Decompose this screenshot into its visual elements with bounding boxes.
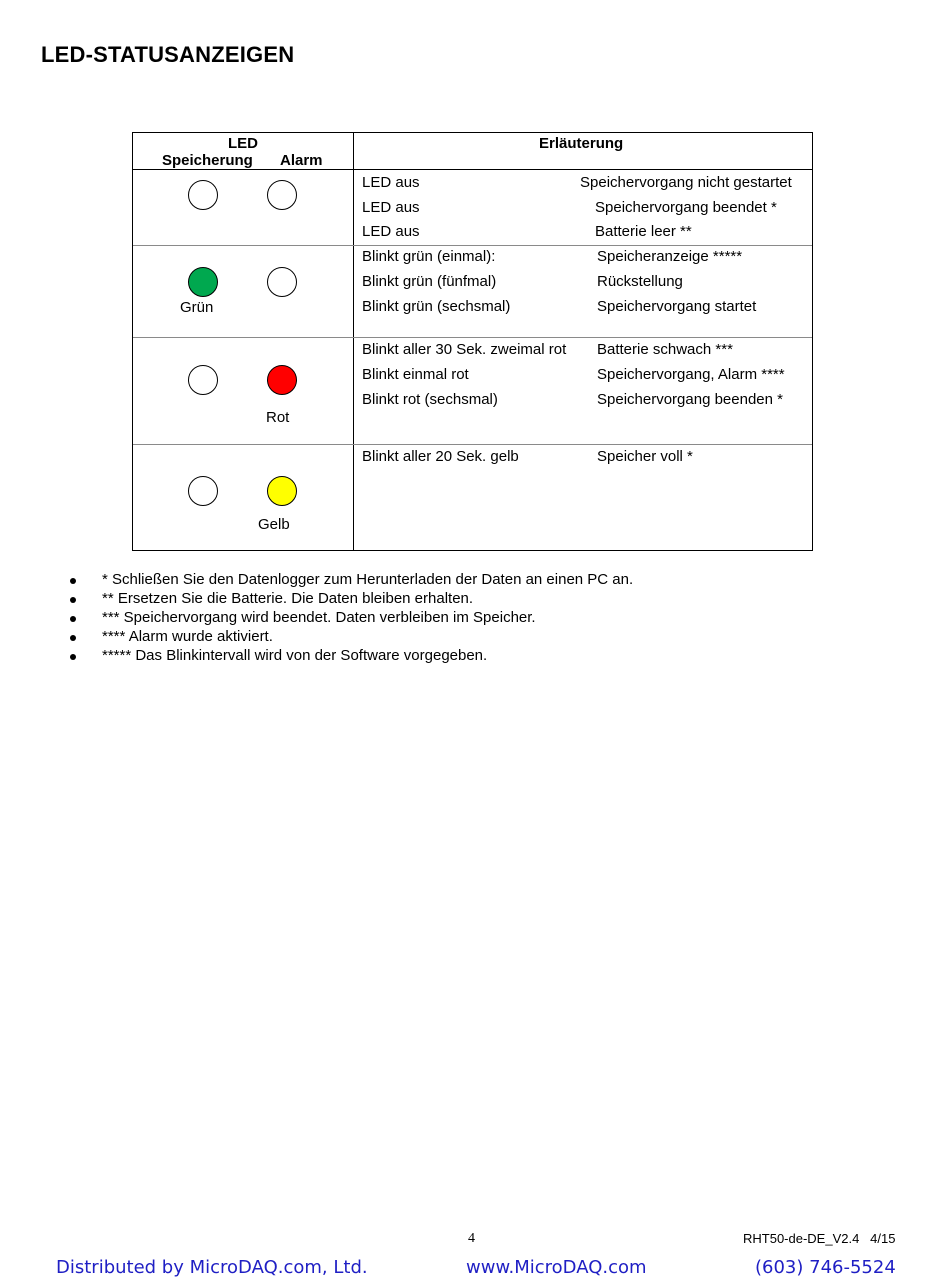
led-label-gelb: Gelb: [258, 516, 290, 533]
bullet-icon: [70, 597, 76, 603]
footnote-text: ** Ersetzen Sie die Batterie. Die Daten bleiben erhalten.: [102, 590, 474, 607]
led-status-table: [132, 132, 813, 551]
row2-line1-meaning: Speicheranzeige *****: [597, 248, 743, 265]
bullet-icon: [70, 616, 76, 622]
row2-line3-meaning: Speichervorgang startet: [597, 298, 757, 315]
page-title: LED-STATUSANZEIGEN: [41, 42, 295, 67]
footnote-text: ***** Das Blinkintervall wird von der Software vorgegeben.: [102, 647, 488, 664]
led-storage-off-indicator: [188, 476, 218, 506]
led-storage-off-indicator: [188, 365, 218, 395]
row1-line1-meaning: Speichervorgang nicht gestartet: [580, 174, 792, 191]
row1-line2-meaning: Speichervorgang beendet *: [595, 199, 777, 216]
led-alarm-red-indicator: [267, 365, 297, 395]
row3-line3-meaning: Speichervorgang beenden *: [597, 391, 783, 408]
row2-line2-state: Blinkt grün (fünfmal): [362, 273, 497, 290]
row2-line2-meaning: Rückstellung: [597, 273, 683, 290]
document-id: RHT50-de-DE_V2.4 4/15: [743, 1231, 896, 1246]
row1-line2-state: LED aus: [362, 199, 420, 216]
led-alarm-yellow-indicator: [267, 476, 297, 506]
bullet-icon: [70, 635, 76, 641]
header-alarm: Alarm: [280, 152, 323, 169]
row3-line2-state: Blinkt einmal rot: [362, 366, 469, 383]
row1-line3-meaning: Batterie leer **: [595, 223, 692, 240]
led-storage-green-indicator: [188, 267, 218, 297]
distributor-link[interactable]: Distributed by MicroDAQ.com, Ltd.: [56, 1257, 368, 1278]
row1-line3-state: LED aus: [362, 223, 420, 240]
row-divider: [133, 444, 812, 445]
led-label-gruen: Grün: [180, 299, 214, 316]
led-label-rot: Rot: [266, 409, 290, 426]
row-divider: [133, 245, 812, 246]
led-storage-off-indicator: [188, 180, 218, 210]
row3-line1-state: Blinkt aller 30 Sek. zweimal rot: [362, 341, 567, 358]
row2-line1-state: Blinkt grün (einmal):: [362, 248, 496, 265]
row1-line1-state: LED aus: [362, 174, 420, 191]
led-alarm-off-indicator: [267, 267, 297, 297]
row3-line1-meaning: Batterie schwach ***: [597, 341, 733, 358]
header-divider: [133, 169, 812, 170]
bullet-icon: [70, 654, 76, 660]
footnote-text: **** Alarm wurde aktiviert.: [102, 628, 273, 645]
header-led: LED: [228, 135, 258, 152]
row3-line2-meaning: Speichervorgang, Alarm ****: [597, 366, 785, 383]
led-alarm-off-indicator: [267, 180, 297, 210]
row4-line1-meaning: Speicher voll *: [597, 448, 693, 465]
footnote-text: * Schließen Sie den Datenlogger zum Herunterladen der Daten an einen PC an.: [102, 571, 634, 588]
column-divider: [353, 133, 354, 550]
header-erlaeuterung: Erläuterung: [539, 135, 624, 152]
website-link[interactable]: www.MicroDAQ.com: [466, 1257, 647, 1278]
bullet-icon: [70, 578, 76, 584]
row-divider: [133, 337, 812, 338]
header-speicherung: Speicherung: [162, 152, 253, 169]
page-number: 4: [468, 1231, 475, 1246]
row4-line1-state: Blinkt aller 20 Sek. gelb: [362, 448, 519, 465]
footnote-text: *** Speichervorgang wird beendet. Daten verbleiben im Speicher.: [102, 609, 536, 626]
phone-link[interactable]: (603) 746-5524: [755, 1257, 896, 1278]
row3-line3-state: Blinkt rot (sechsmal): [362, 391, 498, 408]
row2-line3-state: Blinkt grün (sechsmal): [362, 298, 511, 315]
